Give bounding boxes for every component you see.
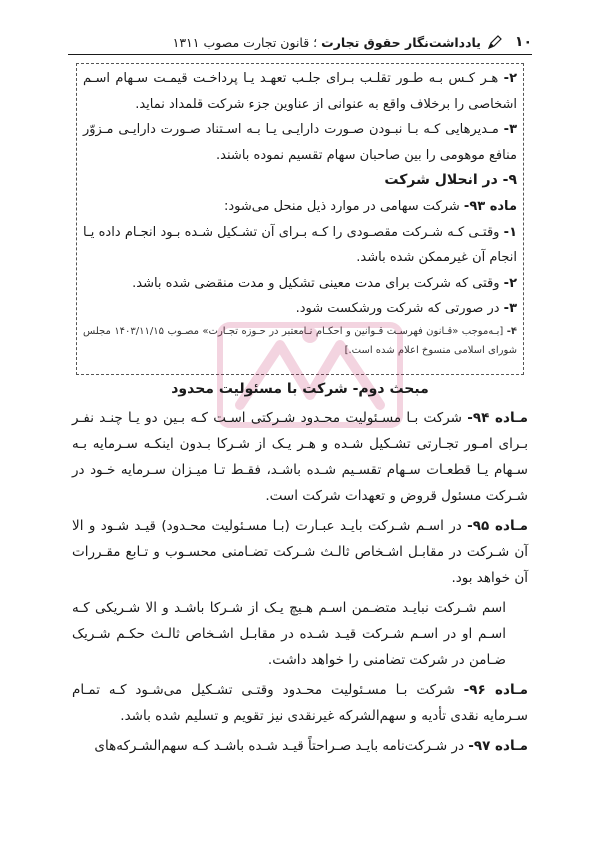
running-title-bold: یادداشت‌نگار حقوق تجارت	[321, 34, 481, 50]
article-96	[72, 677, 528, 729]
clause-4-text: [بـه‌موجب «قـانون فهرسـت قـوانین و احکـام نـامعتبر در حـوزه تجـارت» مصـوب ۱۴۰۳/۱۱/۱۵ مجلس شورای اسلامی منسوخ اعلام شده است.]	[83, 325, 517, 356]
clause-3-number: ۳-	[503, 301, 517, 317]
clause-3	[83, 296, 517, 322]
article-95-text: در اسـم شـرکت بایـد عبـارت (بـا مسـئولیت محـدود) قیـد شـود و الا آن شـرکت در مقابـل اشـخاص ثالـث شـرکت تضـامنی محسـوب و تـابع مقـررات آن خواهد بود.	[72, 518, 528, 586]
clause-1-number: ۱-	[503, 224, 517, 240]
article-96-text: شرکت بـا مسـئولیت محـدود وقتـی تشـکیل می‌شـود کـه تمـام سـرمایه نقدی تأدیه و سهم‌الشرکه غیرنقدی نیز تقویم و تسلیم شده باشد.	[72, 682, 528, 724]
article-94-label: مـاده ۹۴-	[467, 410, 529, 426]
clause-2-text: وقتی که شرکت برای مدت معینی تشکیل و مدت منقضی شده باشد.	[132, 275, 504, 291]
box-section-heading: ۹- در انحلال شرکت	[384, 172, 517, 189]
clause-2	[83, 271, 517, 297]
clause-4-number: ۴-	[506, 325, 517, 337]
clause-3-text: در صورتی که شرکت ورشکست شود.	[295, 301, 504, 317]
article-97	[72, 733, 528, 759]
page-header	[68, 30, 532, 55]
article-94-text: شرکت بـا مسـئولیت محـدود شـرکتی اسـت کـه بـین دو یـا چنـد نفـر بـرای امـور تجـارتی تشـکیل شـده و هـر یـک از شـرکا بـدون اینکـه سـرمایه بـه سـهام یـا قطعـات سـهام تقسـیم شـده باشـد، فقـط تـا میـزان سـرمایه خـود در شـرکت مسئول قروض و تعهدات شرکت است.	[72, 410, 528, 504]
article-95-label: مـاده ۹۵-	[467, 518, 528, 534]
box-item-3	[83, 117, 517, 168]
clause-2-number: ۲-	[503, 275, 517, 291]
page-number: ۱۰	[514, 34, 532, 50]
article-95	[72, 513, 528, 591]
article-97-label: مـاده ۹۷-	[468, 738, 528, 754]
article-93-label: ماده ۹۳-	[463, 198, 517, 214]
article-97-text: در شـرکت‌نامه بایـد صـراحتاً قیـد شـده باشـد کـه سهم‌الشـرکه‌های	[94, 738, 469, 754]
annotated-box	[76, 63, 524, 375]
clause-1	[83, 220, 517, 271]
clause-4	[83, 322, 517, 360]
clause-1-text: وقتـی کـه شـرکت مقصـودی را کـه بـرای آن تشـکیل شـده بـود انجـام داده یـا انجام آن غیرممکن شده باشد.	[83, 224, 517, 266]
box-item-2-number: ۲-	[503, 71, 517, 86]
box-item-3-number: ۳-	[503, 122, 517, 138]
box-item-3-text: مـدیرهایی کـه بـا نبـودن صـورت دارایـی یـا بـه اسـتناد صـورت دارایـی مـزوّر منافع موهومی را بین صاحبان سهام تقسیم نموده باشند.	[83, 122, 517, 163]
running-title-rest: ؛ قانون تجارت مصوب ۱۳۱۱	[172, 34, 322, 50]
box-item-2	[83, 66, 517, 117]
article-95-paragraph-2: اسم شـرکت نبایـد متضـمن اسـم هـیچ یـک از شـرکا باشـد و الا شـریکی کـه اسـم او در اسـم شـرکت قیـد شـده در مقابـل اشـخاص ثالـث حکـم شـریک ضـامن در شرکت تضامنی را خواهد داشت.	[72, 600, 506, 668]
box-item-2-text: هـر کـس بـه طـور تقلـب بـرای جلـب تعهـد یـا پرداخـت قیمـت سـهام اسـم اشخاصی را برخلاف واقع به عنوانی از عناوین جزء شرکت قلمداد نماید.	[83, 71, 517, 112]
article-93	[83, 194, 517, 220]
article-93-text: شرکت سهامی در موارد ذیل منحل می‌شود:	[223, 198, 464, 214]
main-text	[72, 405, 528, 763]
article-96-label: مـاده ۹۶-	[463, 682, 528, 698]
running-title	[173, 35, 481, 50]
article-94	[72, 405, 528, 509]
section-title: مبحث دوم- شرکت با مسئولیت محدود	[171, 381, 429, 397]
pen-icon	[487, 34, 503, 50]
